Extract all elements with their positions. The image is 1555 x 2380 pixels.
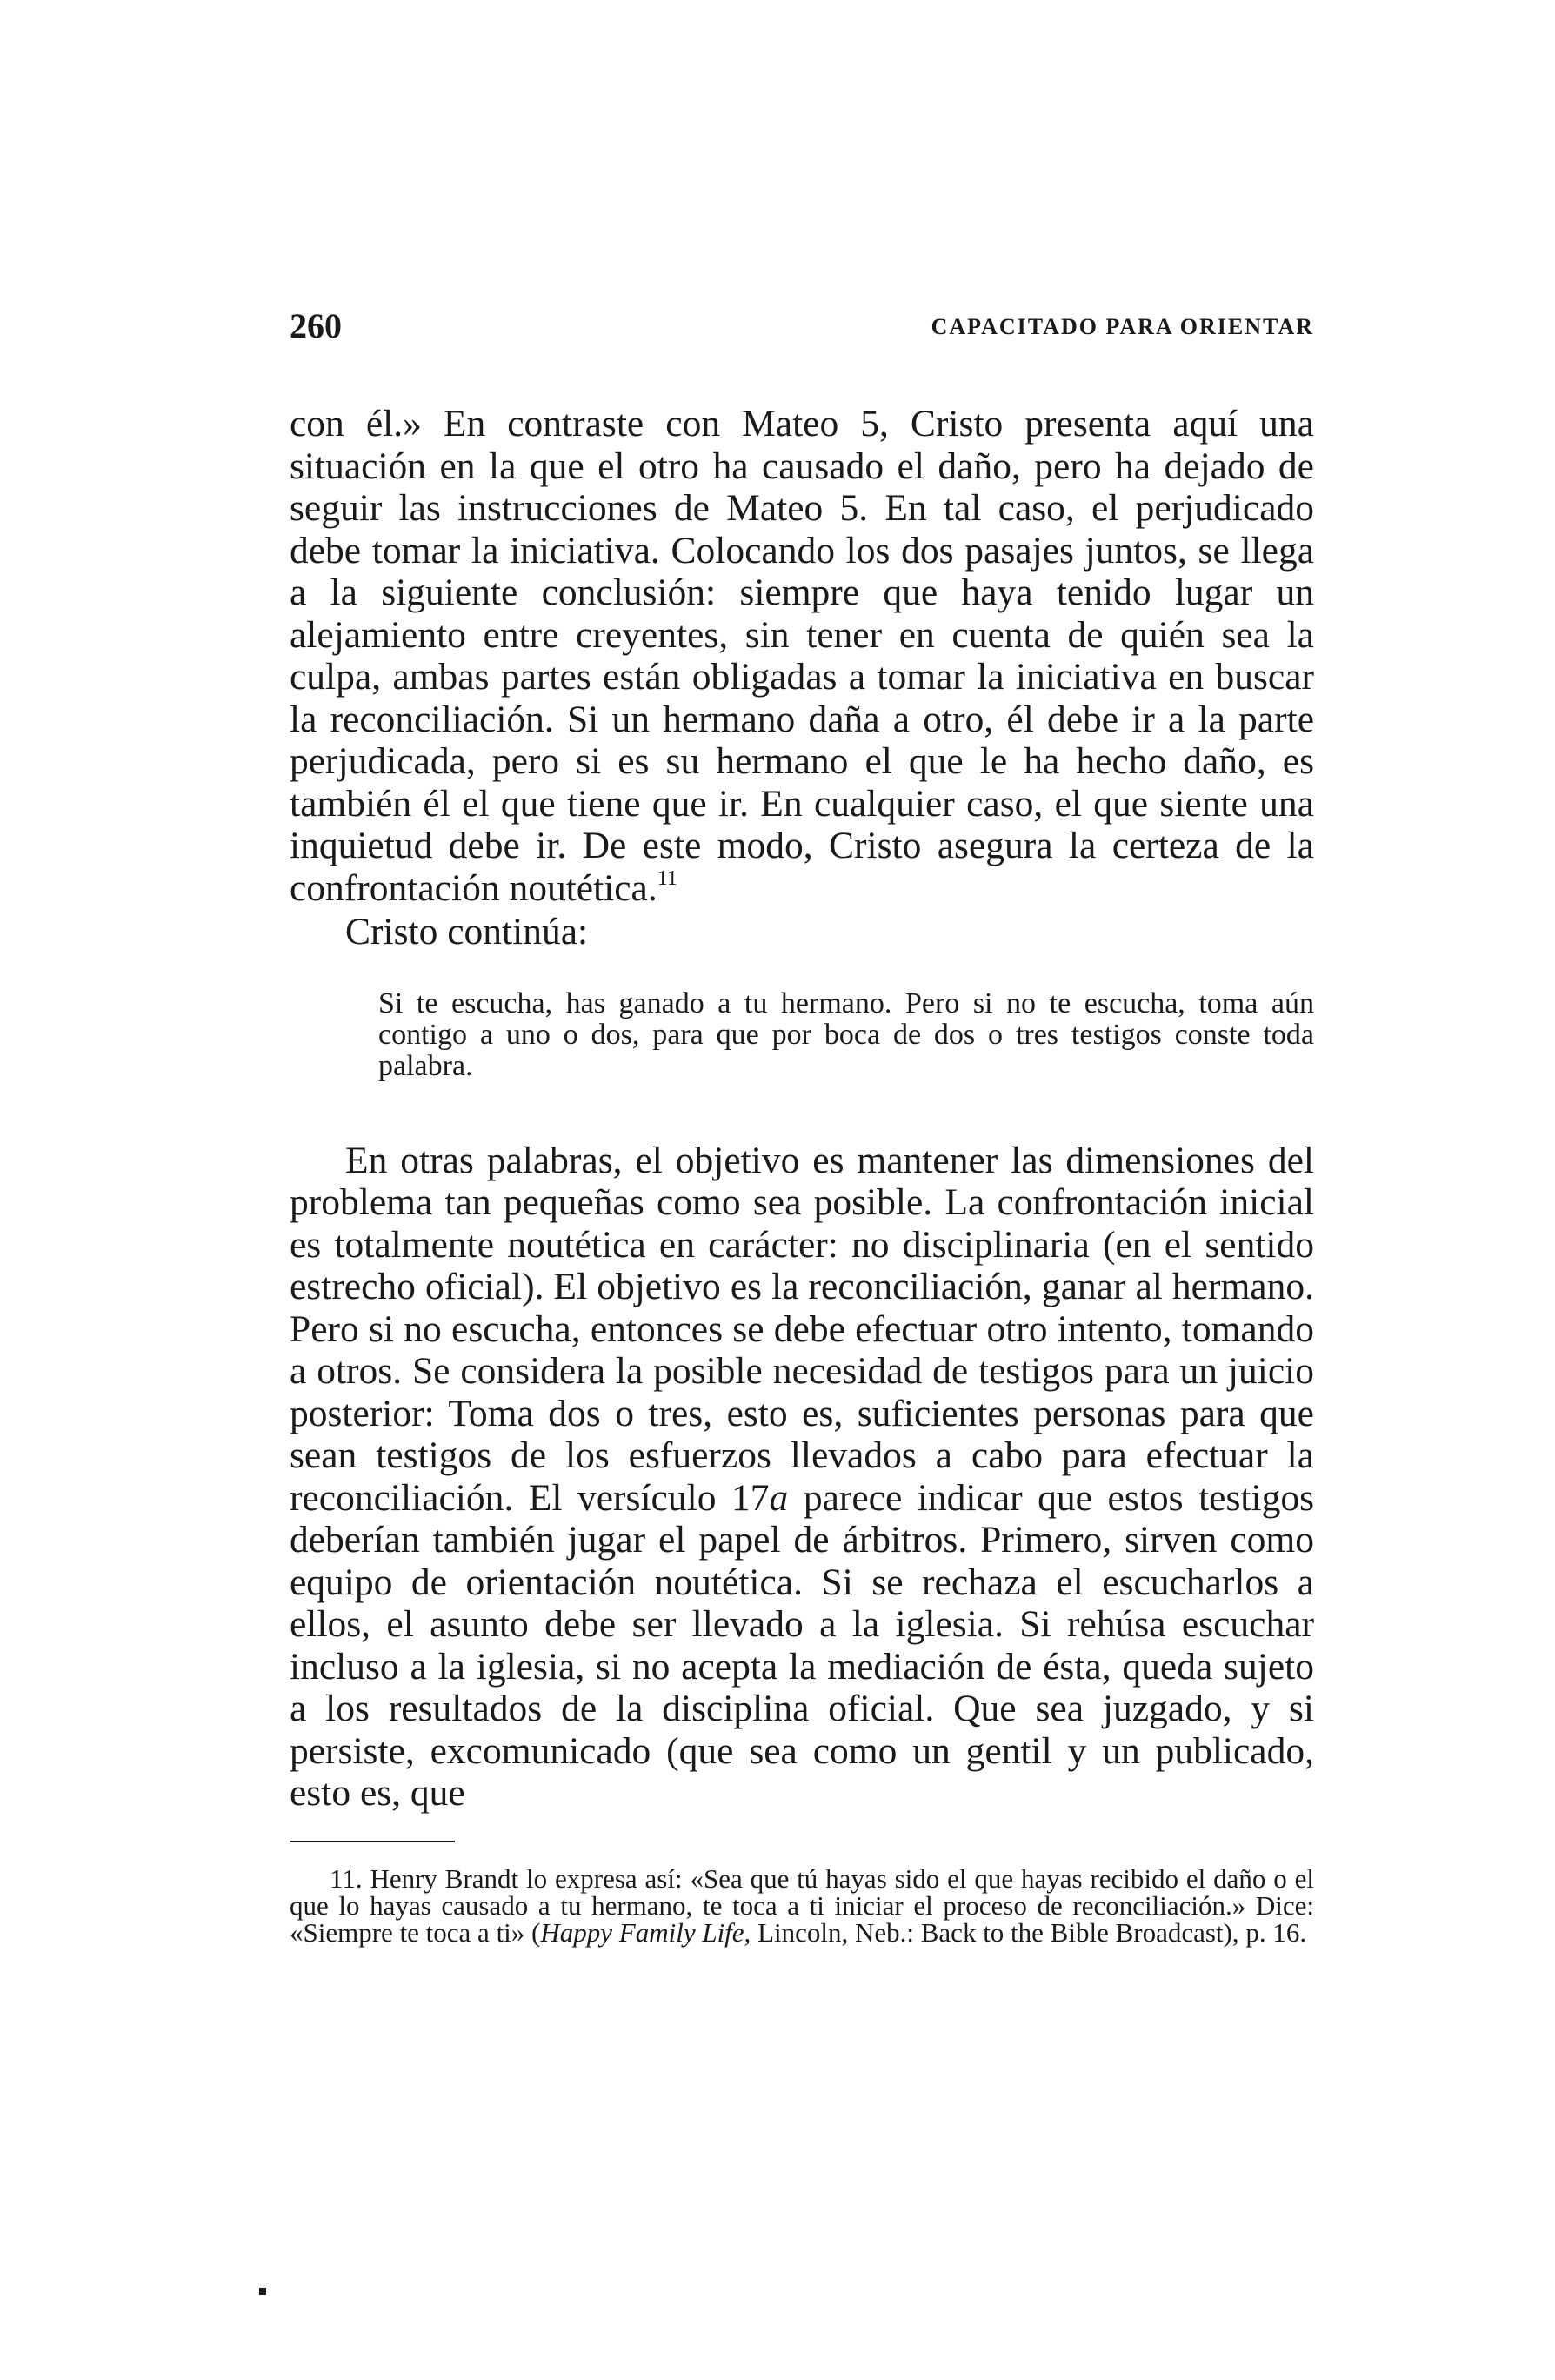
footnote-text-b: Lincoln, Neb.: Back to the Bible Broadcast), p. 16. bbox=[751, 1916, 1307, 1948]
paragraph-3-text-a: En otras palabras, el objetivo es mantener las dimensiones del problema tan pequeñas como sea posible. La confrontación inicial es totalmente noutética en carácter: no disciplinaria (en el sentido estrecho oficial). El objetivo es la reconciliación, ganar al hermano. Pero si no escucha, entonces se debe efectuar otro intento, tomando a otros. Se considera la posible necesidad de testigos para un juicio posterior: Toma dos o tres, esto es, suficientes personas para que sean testigos de los esfuerzos llevados a cabo para efectuar la reconciliación. El versículo 17 bbox=[290, 1139, 1314, 1519]
paragraph-3-italic: a bbox=[769, 1476, 789, 1519]
footnote-reference: 11 bbox=[657, 866, 677, 890]
footnote-text-a: 11. Henry Brandt lo expresa así: «Sea que tú hayas sido el que hayas recibido el daño o el que lo hayas causado a tu hermano, te toca a ti iniciar el proceso de reconciliación.» Dice: «Siempre te toca a ti» ( bbox=[290, 1862, 1314, 1948]
footnote-divider bbox=[290, 1841, 455, 1842]
paragraph-2: Cristo continúa: bbox=[345, 911, 589, 953]
scan-speck bbox=[259, 2288, 266, 2295]
book-page bbox=[290, 306, 1314, 1948]
footnote-book-title: Happy Family Life, bbox=[540, 1916, 751, 1948]
running-title: CAPACITADO PARA ORIENTAR bbox=[931, 314, 1314, 339]
paragraph-1-text: con él.» En contraste con Mateo 5, Cristo presenta aquí una situación en la que el otro ha causado el daño, pero ha dejado de seguir las instrucciones de Mateo 5. En tal caso, el perjudicado debe tomar la iniciativa. Colocando los dos pasajes juntos, se llega a la siguiente conclusión: siempre que haya tenido lugar un alejamiento entre creyentes, sin tener en cuenta de quién sea la culpa, ambas partes están obligadas a tomar la iniciativa en buscar la reconciliación. Si un hermano daña a otro, él debe ir a la parte perjudicada, pero si es su hermano el que le ha hecho daño, es también él el que tiene que ir. En cualquier caso, el que siente una inquietud debe ir. De este modo, Cristo asegura la certeza de la confrontación noutética. bbox=[290, 403, 1314, 909]
scripture-quote: Si te escucha, has ganado a tu hermano. Pero si no te escucha, toma aún contigo a uno o dos, para que por boca de dos o tres testigos conste toda palabra. bbox=[378, 986, 1314, 1082]
page-number: 260 bbox=[290, 306, 342, 345]
paragraph-3 bbox=[290, 1140, 1314, 1815]
paragraph-3-text-b: parece indicar que estos testigos deberían también jugar el papel de árbitros. Primero, sirven como equipo de orientación noutética. Si se rechaza el escucharlos a ellos, el asunto debe ser llevado a la iglesia. Si rehúsa escuchar incluso a la iglesia, si no acepta la mediación de ésta, queda sujeto a los resultados de la disciplina oficial. Que sea juzgado, y si persiste, excomunicado (que sea como un gentil y un publicado, esto es, que bbox=[290, 1476, 1314, 1814]
paragraph-1 bbox=[290, 403, 1314, 909]
footnote-11 bbox=[290, 1862, 1314, 1948]
running-head bbox=[290, 306, 1314, 361]
